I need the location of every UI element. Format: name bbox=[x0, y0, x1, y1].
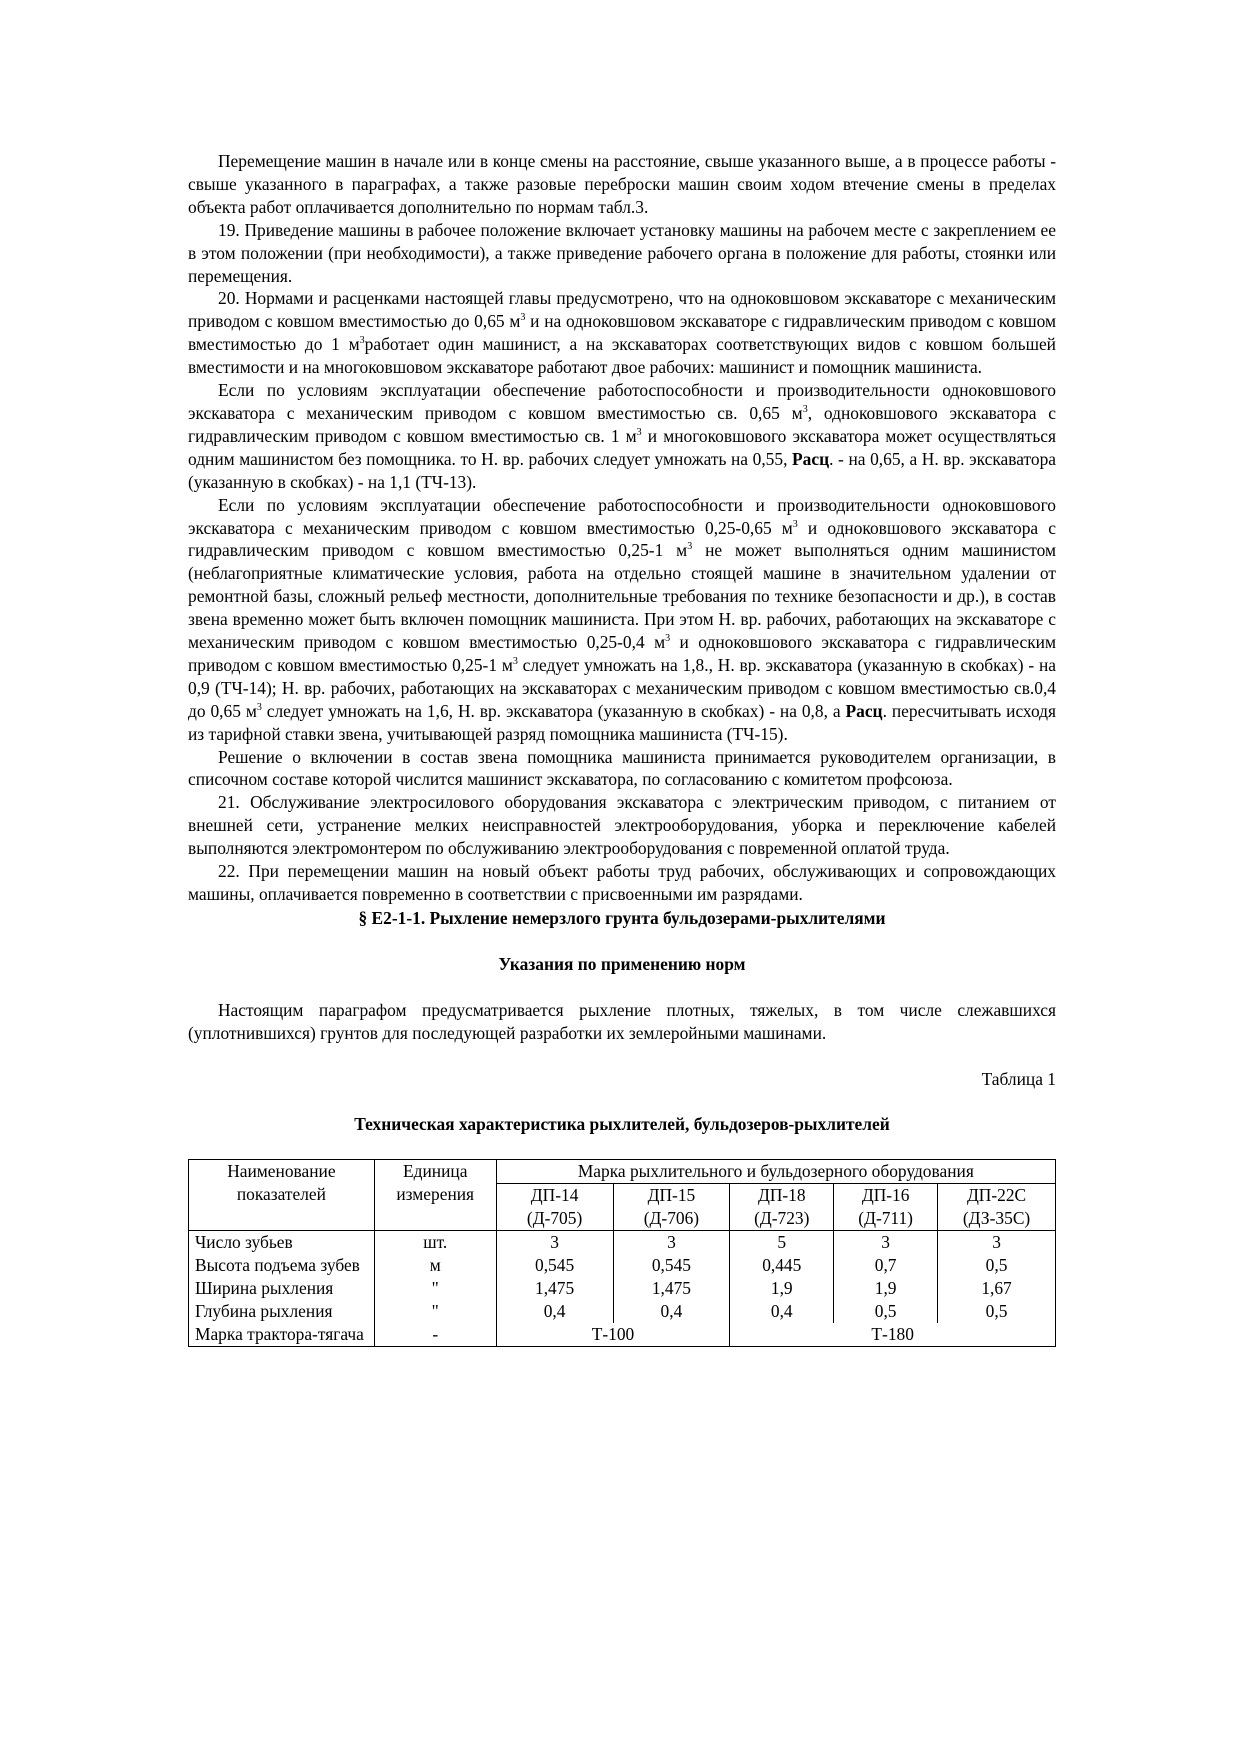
header-name: Наименование показателей bbox=[189, 1160, 375, 1231]
header-unit: Единица измерения bbox=[374, 1160, 496, 1231]
row-label: Глубина рыхления bbox=[189, 1300, 375, 1323]
paragraph-conditions-1: Если по условиям эксплуатации обеспечение работоспособности и производительности одноковшового экскаватора с механическим приводом с ковшом вместимостью св. 0,65 $м^3$, одноковшового экскаватора с гидравлическим приводом с ковшом вместимостью св. 1 $м^3$ и многоковшового экскаватора может осуществляться одним машинистом без помощника. то Н. вр. рабочих следует умножать на 0,55, Расц. - на 0,65, а Н. вр. экскаватора (указанную в скобках) - на 1,1 (ТЧ-13). bbox=[188, 380, 1057, 492]
paragraph-19: 19. Приведение машины в рабочее положение включает установку машины на рабочем месте с закреплением ее в этом положении (при необходимости), а также приведение рабочего органа в положение для работы, стоянки или перемещения. bbox=[188, 219, 1056, 286]
row-value: 0,5 bbox=[938, 1254, 1056, 1277]
row-value: 3 bbox=[834, 1231, 938, 1254]
paragraph-decision: Решение о включении в состав звена помощника машиниста принимается руководителем организации, в списочном составе которой числится машинист экскаватора, по согласованию с комитетом профсоюза. bbox=[188, 746, 1056, 790]
row-value: 0,445 bbox=[730, 1254, 834, 1277]
table-row bbox=[189, 1277, 1056, 1300]
row-value: 0,4 bbox=[613, 1300, 730, 1323]
table-row-tractor bbox=[189, 1323, 1056, 1346]
tractor-group-2: Т-180 bbox=[730, 1323, 1056, 1346]
row-value: 1,9 bbox=[834, 1277, 938, 1300]
row-value: 0,545 bbox=[496, 1254, 613, 1277]
row-unit: шт. bbox=[374, 1231, 496, 1254]
table-row bbox=[189, 1231, 1056, 1254]
row-value: 3 bbox=[938, 1231, 1056, 1254]
row-value: 0,5 bbox=[834, 1300, 938, 1323]
section-heading: § Е2-1-1. Рыхление немерзлого грунта бульдозерами-рыхлителями bbox=[358, 907, 886, 928]
row-value: 0,4 bbox=[730, 1300, 834, 1323]
row-label: Ширина рыхления bbox=[189, 1277, 375, 1300]
header-brand: Марка рыхлительного и бульдозерного оборудования bbox=[496, 1160, 1055, 1184]
table-header-row bbox=[189, 1160, 1056, 1184]
table-title: Техническая характеристика рыхлителей, бульдозеров-рыхлителей bbox=[354, 1114, 890, 1135]
row-unit: " bbox=[374, 1277, 496, 1300]
row-value: 1,67 bbox=[938, 1277, 1056, 1300]
intro-paragraph: Настоящим параграфом предусматривается рыхление плотных, тяжелых, в том числе слежавшихся (уплотнившихся) грунтов для последующей разработки их землеройными машинами. bbox=[188, 999, 1056, 1043]
subheading: Указания по применению норм bbox=[498, 953, 746, 974]
row-value: 1,475 bbox=[613, 1277, 730, 1300]
tractor-group-1: Т-100 bbox=[496, 1323, 730, 1346]
paragraph-21: 21. Обслуживание электросилового оборудования экскаватора с электрическим приводом, с питанием от внешней сети, устранение мелких неисправностей электрооборудования, уборка и переключение кабелей выполняются электромонтером по обслуживанию электрооборудования с повременной оплатой труда. bbox=[188, 792, 1056, 859]
row-label: Высота подъема зубев bbox=[189, 1254, 375, 1277]
model-cell: ДП-14 (Д-705) bbox=[496, 1184, 613, 1231]
table-row bbox=[189, 1254, 1056, 1277]
row-value: 0,4 bbox=[496, 1300, 613, 1323]
paragraph-conditions-2: Если по условиям эксплуатации обеспечение работоспособности и производительности одноковшового экскаватора с механическим приводом с ковшом вместимостью 0,25-0,65 $м^3$ и одноковшового экскаватора с гидравлическим приводом с ковшом вместимостью 0,25-1 $м^3$ не может выполняться одним машинистом (неблагоприятные климатические условия, работа на отдельно стоящей машине в значительном удалении от ремонтной базы, сложный рельеф местности, дополнительные требования по технике безопасности и др.), в состав звена временно может быть включен помощник машиниста. При этом Н. вр. рабочих, работающих на экскаваторе с механическим приводом с ковшом вместимостью 0,25-0,4 $м^3$ и одноковшового экскаватора с гидравлическим приводом с ковшом вместимостью 0,25-1 $м^3$ следует умножать на 1,8., Н. вр. экскаватора (указанную в скобках) - на 0,9 (ТЧ-14); Н. вр. рабочих, работающих на экскаваторах с механическим приводом с ковшом вместимостью св.0,4 до 0,65 $м^3$ следует умножать на 1,6, Н. вр. экскаватора (указанную в скобках) - на 0,8, а Расц. пересчитывать исходя из тарифной ставки звена, учитывающей разряд помощника машиниста (ТЧ-15). bbox=[188, 494, 1057, 744]
paragraph-22: 22. При перемещении машин на новый объект работы труд рабочих, обслуживающих и сопровождающих машины, оплачивается повременно в соответствии с присвоенными им разрядами. bbox=[188, 861, 1056, 904]
table-row bbox=[189, 1300, 1056, 1323]
row-unit: - bbox=[374, 1323, 496, 1346]
model-cell: ДП-18 (Д-723) bbox=[730, 1184, 834, 1231]
row-value: 3 bbox=[613, 1231, 730, 1254]
row-value: 0,5 bbox=[938, 1300, 1056, 1323]
row-label: Марка трактора-тягача bbox=[189, 1323, 375, 1346]
row-value: 1,9 bbox=[730, 1277, 834, 1300]
row-value: 0,7 bbox=[834, 1254, 938, 1277]
model-cell: ДП-16 (Д-711) bbox=[834, 1184, 938, 1231]
row-unit: м bbox=[374, 1254, 496, 1277]
model-cell: ДП-15 (Д-706) bbox=[613, 1184, 730, 1231]
row-value: 1,475 bbox=[496, 1277, 613, 1300]
row-value: 5 bbox=[730, 1231, 834, 1254]
row-label: Число зубьев bbox=[189, 1231, 375, 1254]
row-value: 3 bbox=[496, 1231, 613, 1254]
row-unit: " bbox=[374, 1300, 496, 1323]
row-value: 0,545 bbox=[613, 1254, 730, 1277]
paragraph-transfer: Перемещение машин в начале или в конце смены на расстояние, свыше указанного выше, а в процессе работы - свыше указанного в параграфах, а также разовые переброски машин своим ходом втечение смены в пределах объекта работ оплачивается дополнительно по нормам табл.3. bbox=[188, 151, 1056, 217]
model-cell: ДП-22С (ДЗ-35С) bbox=[938, 1184, 1056, 1231]
table-label: Таблица 1 bbox=[981, 1068, 1056, 1089]
document-page bbox=[188, 150, 1056, 1347]
paragraph-20: 20. Нормами и расценками настоящей главы предусмотрено, что на одноковшовом экскаваторе с механическим приводом с ковшом вместимостью до 0,65 $м^3$ и на одноковшовом экскаваторе с гидравлическим приводом с ковшом вместимостью до 1 $м^3работает$ один машинист, а на экскаваторах соответствующих видов с ковшом большей вместимости и на многоковшовом экскаваторе работают двое рабочих: машинист и помощник машиниста. bbox=[188, 288, 1056, 378]
specs-table bbox=[188, 1159, 1056, 1346]
